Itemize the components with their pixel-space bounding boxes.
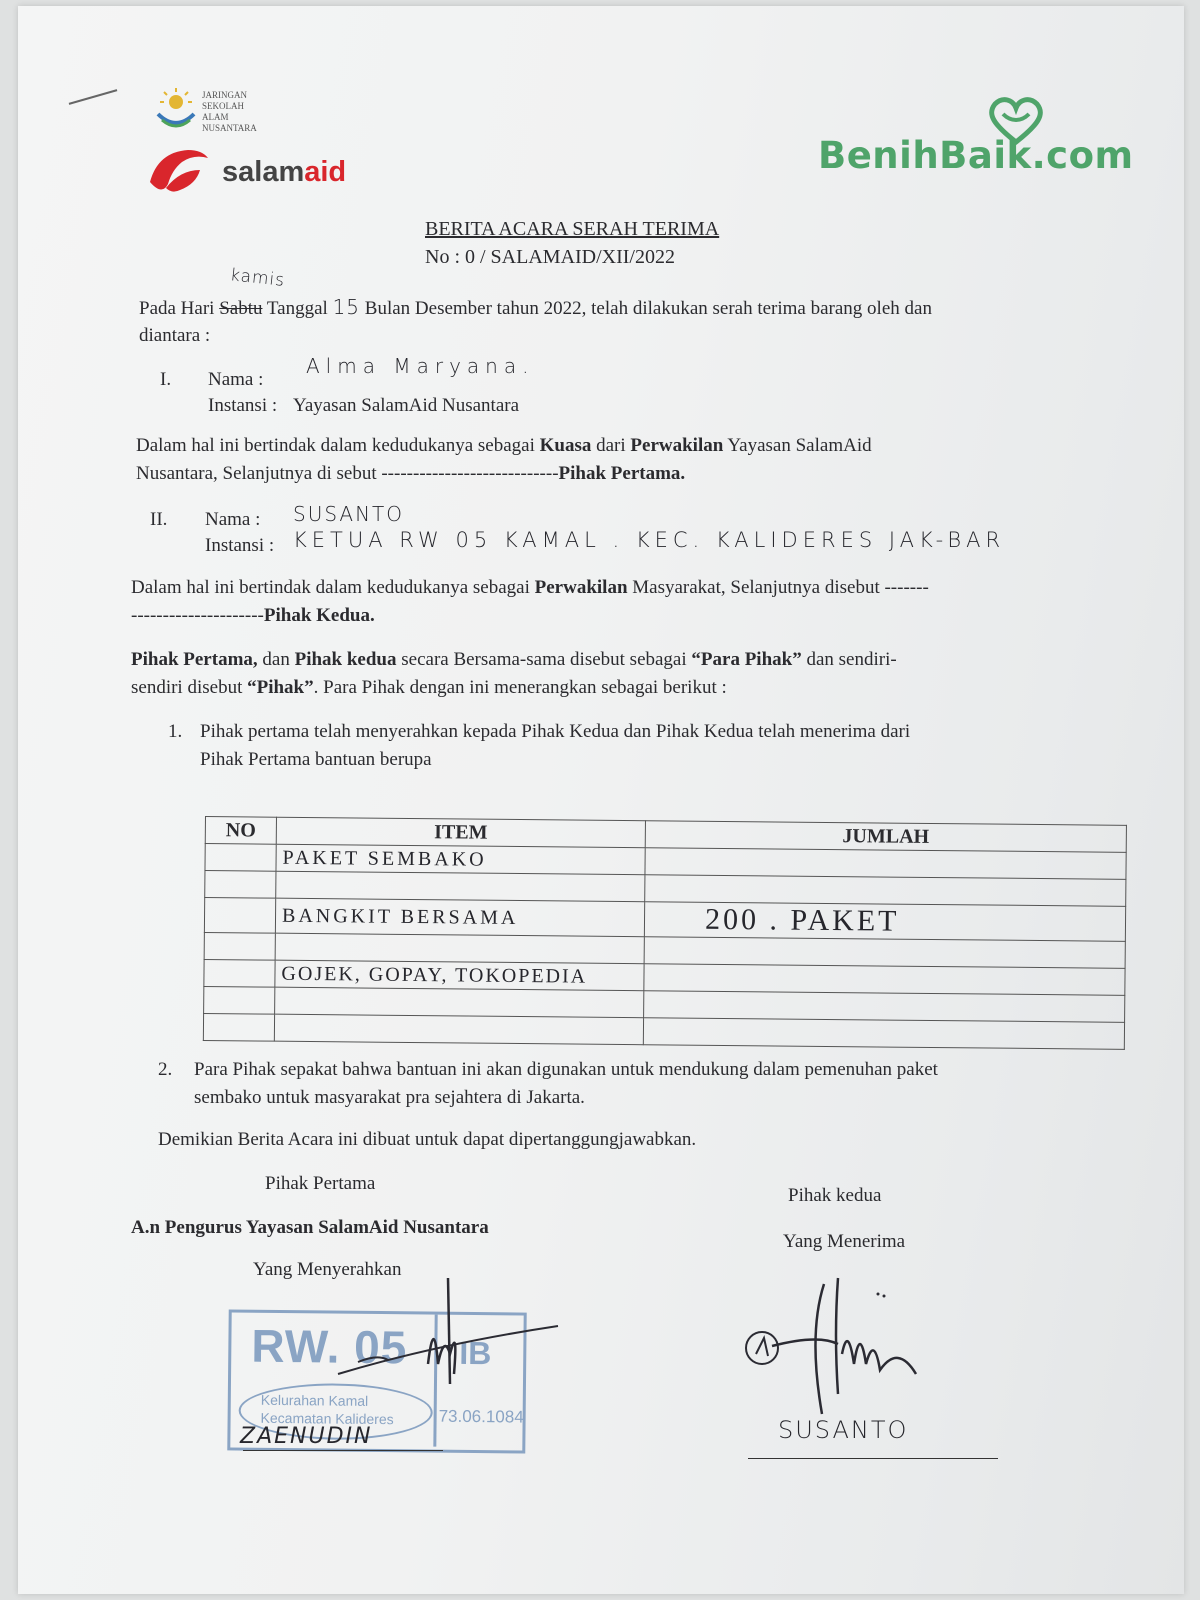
- para-pihak-text-2: secara Bersama-sama disebut sebagai: [396, 649, 692, 670]
- signature-right: [738, 1274, 958, 1424]
- cell-no: [205, 844, 276, 872]
- para-pihak-line-1: [131, 646, 897, 673]
- party2-name-value: SUSANTO: [293, 502, 405, 526]
- sig-right-role: Yang Menerima: [783, 1231, 906, 1252]
- para-pihak-bold-2: Pihak kedua: [294, 649, 397, 670]
- party1-desc-text-a: Dalam hal ini bertindak dalam kedudukanya sebagai: [136, 435, 540, 456]
- party1-desc-kuasa: Kuasa: [539, 435, 592, 456]
- party1-desc2-text: Nusantara, Selanjutnya di sebut ----------------------------: [136, 463, 559, 484]
- party2-instansi-label: Instansi :: [205, 535, 275, 556]
- sig-left-name: ZAENUDIN: [240, 1424, 373, 1449]
- sig-left-role: Yang Menyerahkan: [253, 1259, 402, 1280]
- salamaid-hands-icon: [144, 144, 214, 200]
- struck-day: Sabtu: [219, 298, 263, 319]
- intro-line-2: diantara :: [139, 325, 211, 346]
- stamp-code: IB: [459, 1334, 492, 1372]
- pen-mark: [69, 89, 118, 105]
- party1-desc2-pihak-pertama: Pihak Pertama.: [558, 463, 686, 484]
- party2-desc-text-b: Masyarakat, Selanjutnya disebut -------: [627, 577, 929, 598]
- stamp-kelurahan: Kelurahan Kamal: [260, 1391, 369, 1409]
- cell-no: [204, 898, 275, 934]
- intro-line-1: [139, 294, 932, 322]
- party2-desc-text-a: Dalam hal ini bertindak dalam kedudukanya sebagai: [131, 577, 535, 598]
- point2-number: 2.: [158, 1059, 173, 1080]
- document-page: [18, 6, 1184, 1594]
- closing-statement: Demikian Berita Acara ini dibuat untuk dapat dipertanggungjawabkan.: [158, 1129, 697, 1150]
- point2-line-2: sembako untuk masyarakat pra sejahtera di Jakarta.: [194, 1087, 585, 1108]
- cell-item: [275, 987, 644, 1018]
- sig-right-name: SUSANTO: [778, 1416, 909, 1444]
- cell-no: [204, 986, 275, 1014]
- party1-desc-text-c: Yayasan SalamAid: [723, 435, 872, 456]
- party1-desc-line-1: [136, 432, 872, 459]
- col-header-jumlah: JUMLAH: [645, 821, 1126, 853]
- sig-left-org: A.n Pengurus Yayasan SalamAid Nusantara: [131, 1217, 489, 1238]
- party2-name-label: Nama :: [205, 509, 261, 530]
- salamaid-wordmark: [222, 156, 346, 189]
- document-number: No : 0 / SALAMAID/XII/2022: [425, 246, 675, 268]
- col-header-no: NO: [205, 817, 276, 845]
- party2-instansi-value: KETUA RW 05 KAMAL . KEC. KALIDERES JAK-BAR: [293, 528, 1006, 552]
- jsan-logo: [154, 86, 257, 135]
- intro-text-c: Bulan Desember tahun 2022, telah dilakukan serah terima barang oleh dan: [360, 298, 932, 319]
- party1-desc-line-2: [136, 460, 685, 487]
- jsan-text: [202, 90, 257, 134]
- cell-jumlah: 200 . PAKET: [644, 902, 1125, 942]
- intro-text-a: Pada Hari: [139, 298, 220, 319]
- stamp-kecamatan: Kecamatan Kalideres: [260, 1409, 394, 1428]
- para-pihak-line-2: [131, 674, 727, 701]
- cell-item: [274, 1014, 643, 1045]
- para-pihak-text-1: dan: [257, 649, 295, 670]
- party1-name-label: Nama :: [208, 369, 264, 390]
- party1-number: I.: [160, 369, 172, 390]
- para-pihak-bold-1: Pihak Pertama,: [131, 649, 258, 670]
- stamp-number: 73.06.1084: [438, 1406, 524, 1427]
- party1-instansi-value: Yayasan SalamAid Nusantara: [293, 395, 520, 416]
- salamaid-logo: [144, 144, 347, 205]
- stamp-rw: RW. 05: [251, 1319, 408, 1374]
- cell-no: [204, 932, 275, 960]
- jsan-line-2: SEKOLAH ALAM: [202, 101, 244, 122]
- point2-line-1: Para Pihak sepakat bahwa bantuan ini akan digunakan untuk mendukung dalam pemenuhan paket: [194, 1059, 938, 1080]
- sig-left-underline: [243, 1450, 443, 1451]
- party1-instansi-label: Instansi :: [208, 395, 278, 416]
- signature-left: [318, 1274, 578, 1424]
- point1-line-2: Pihak Pertama bantuan berupa: [200, 749, 432, 770]
- party1-desc-perwakilan: Perwakilan: [630, 435, 724, 456]
- cell-no: [204, 959, 275, 987]
- col-header-item: ITEM: [276, 817, 645, 848]
- document-title: BERITA ACARA SERAH TERIMA: [425, 218, 720, 240]
- cell-item: [276, 871, 645, 902]
- party2-desc-line-1: [131, 574, 929, 601]
- party2-desc-perwakilan: Perwakilan: [534, 577, 628, 598]
- sig-right-title: Pihak kedua: [788, 1185, 882, 1206]
- sig-right-underline: [748, 1458, 998, 1459]
- party1-name-value: Alma Maryana.: [306, 354, 535, 378]
- salamaid-word-part2: aid: [304, 156, 347, 188]
- sig-left-title: Pihak Pertama: [265, 1173, 376, 1194]
- jsan-line-1: JARINGAN: [202, 90, 247, 100]
- para-pihak-text-4: sendiri disebut: [131, 677, 248, 698]
- party2-desc2-pihak-kedua: Pihak Kedua.: [263, 605, 375, 626]
- benihbaik-wordmark: BenihBaik.com: [818, 134, 1134, 177]
- handwritten-day: kamis: [229, 265, 287, 291]
- cell-no: [205, 871, 276, 899]
- party2-desc2-text: ---------------------: [131, 605, 264, 626]
- intro-text-b: Tanggal: [262, 298, 333, 319]
- party2-number: II.: [150, 509, 168, 530]
- cell-item: [275, 933, 644, 964]
- para-pihak-text-5: . Para Pihak dengan ini menerangkan sebagai berikut :: [313, 677, 727, 698]
- handwritten-date: 15: [332, 295, 361, 319]
- cell-jumlah: [643, 1018, 1124, 1050]
- party1-desc-text-b: dari: [591, 435, 631, 456]
- sun-people-icon: [154, 86, 198, 130]
- party2-desc-line-2: [131, 602, 375, 629]
- cell-item: GOJEK, GOPAY, TOKOPEDIA: [275, 960, 644, 991]
- para-pihak-bold-3: “Para Pihak”: [691, 649, 802, 670]
- point1-line-1: Pihak pertama telah menyerahkan kepada Pihak Kedua dan Pihak Kedua telah menerima dari: [200, 721, 911, 742]
- cell-item: PAKET SEMBAKO: [276, 844, 645, 875]
- items-table: [203, 816, 1127, 1050]
- cell-item: BANGKIT BERSAMA: [275, 898, 644, 937]
- jsan-line-3: NUSANTARA: [202, 123, 257, 133]
- para-pihak-text-3: dan sendiri-: [801, 649, 897, 670]
- salamaid-word-part1: salam: [222, 156, 305, 188]
- para-pihak-bold-4: “Pihak”: [247, 677, 314, 698]
- point1-number: 1.: [168, 721, 183, 742]
- cell-no: [203, 1013, 274, 1041]
